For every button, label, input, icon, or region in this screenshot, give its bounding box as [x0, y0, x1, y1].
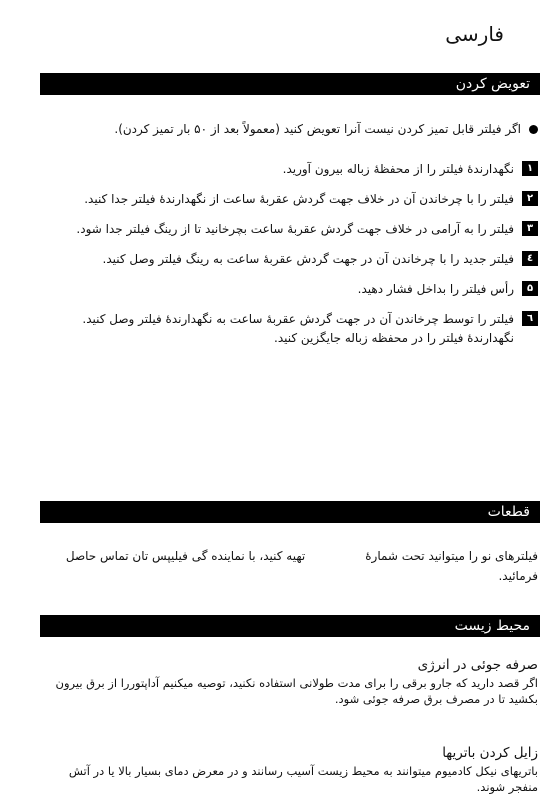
- battery-disposal-text: باتریهای نیکل کادمیوم میتوانند به محیط زیست آسیب رسانند و در معرض دمای بسیار بالا یا در آتش منفجر شوند.: [68, 764, 538, 794]
- step-text: فیلتر را توسط چرخاندن آن در جهت گردش عقربهٔ ساعت به نگهدارندهٔ فیلتر وصل کنید. نگهدارندهٔ فیلتر را در محفظه زباله جایگزین کنید.: [82, 312, 514, 345]
- parts-text-end: تهیه کنید، با نماینده گی فیلیپس تان تماس حاصل فرمائید.: [65, 549, 538, 583]
- step-number-badge: ۱: [522, 161, 538, 176]
- step-text: فیلتر را با چرخاندن آن در خلاف جهت گردش عقربهٔ ساعت از نگهدارندهٔ فیلتر جدا کنید.: [84, 192, 514, 206]
- bullet-icon: [529, 125, 538, 134]
- parts-text: [48, 546, 538, 586]
- step-item: [44, 250, 538, 269]
- step-number-badge: ۲: [522, 191, 538, 206]
- step-number-badge: ۳: [522, 221, 538, 236]
- step-text: فیلتر جدید را با چرخاندن آن در جهت گردش عقربهٔ ساعت به رینگ فیلتر وصل کنید.: [102, 252, 514, 266]
- battery-disposal-heading: زایل کردن باتریها: [442, 745, 538, 761]
- parts-section-header: قطعات: [40, 501, 540, 523]
- step-item: [44, 220, 538, 239]
- step-item: [44, 190, 538, 209]
- language-title: فارسی: [445, 22, 504, 46]
- step-text: رأس فیلتر را بداخل فشار دهید.: [357, 282, 514, 296]
- step-item: [44, 310, 538, 348]
- parts-text-start: فیلترهای نو را میتوانید تحت شمارهٔ: [365, 549, 538, 563]
- energy-saving-text: اگر قصد دارید که جارو برقی را برای مدت طولانی استفاده نکنید، توصیه میکنیم آداپتوررا از برق بیرون بکشید تا در مصرف برق صرفه جوئی شود.: [55, 676, 538, 706]
- energy-saving-heading: صرفه جوئی در انرژی: [417, 657, 538, 673]
- replace-intro-text: اگر فیلتر قابل تمیز کردن نیست آنرا تعویض کنید (معمولاً بعد از ۵۰ بار تمیز کردن).: [114, 122, 521, 136]
- step-number-badge: ۵: [522, 281, 538, 296]
- step-text: فیلتر را به آرامی در خلاف جهت گردش عقربهٔ ساعت بچرخانید تا از رینگ فیلتر جدا شود.: [76, 222, 514, 236]
- replace-section-header: تعویض کردن: [40, 73, 540, 95]
- step-number-badge: ٤: [522, 251, 538, 266]
- replace-intro: [38, 120, 538, 138]
- step-number-badge: ٦: [522, 311, 538, 326]
- environment-section-header: محیط زیست: [40, 615, 540, 637]
- replace-steps-list: [44, 160, 538, 359]
- step-text: نگهدارندهٔ فیلتر را از محفظهٔ زباله بیرون آورید.: [282, 162, 514, 176]
- step-item: [44, 280, 538, 299]
- step-item: [44, 160, 538, 179]
